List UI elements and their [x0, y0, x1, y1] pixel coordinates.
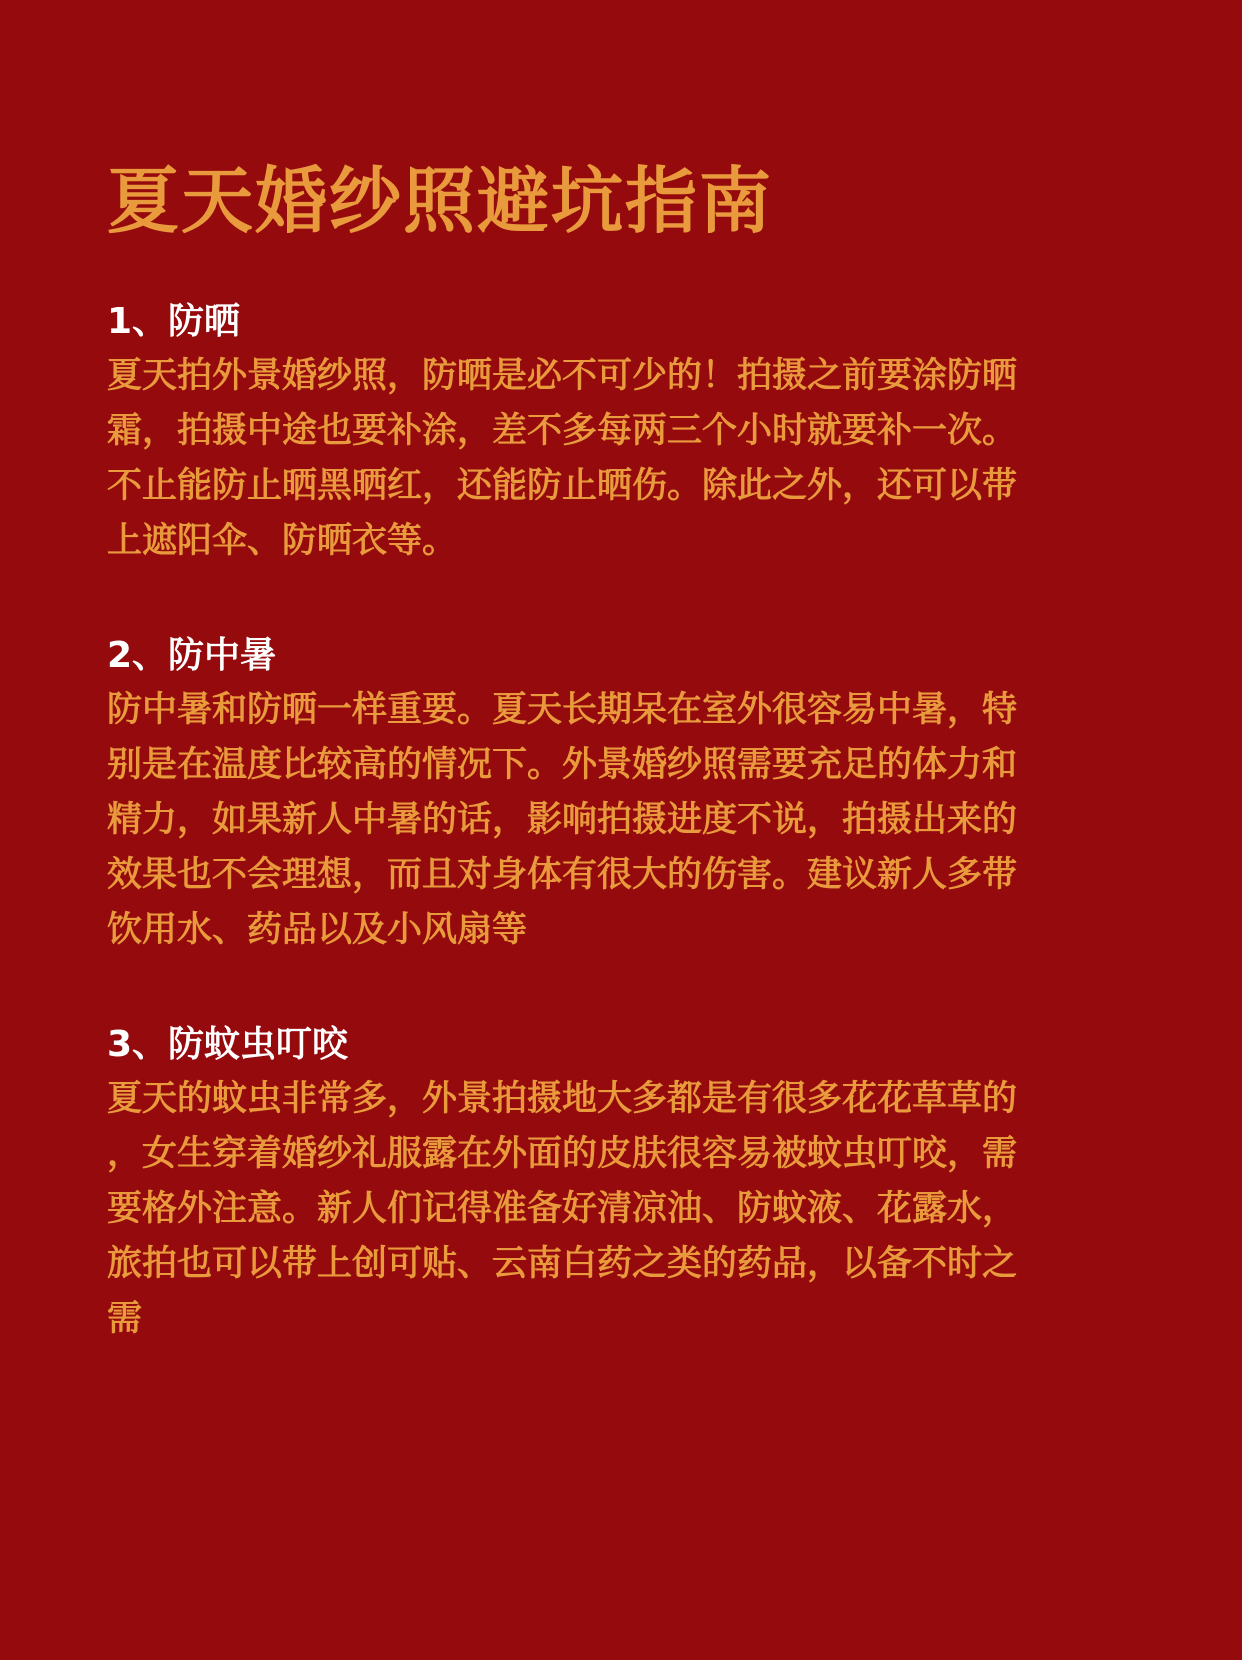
body-line: 不止能防止晒黑晒红，还能防止晒伤。除此之外，还可以带: [107, 466, 1018, 506]
body-line: 需: [107, 1299, 143, 1339]
page-title: 夏天婚纱照避坑指南: [107, 159, 774, 243]
body-line: 霜，拍摄中途也要补涂，差不多每两三个小时就要补一次。: [107, 411, 1018, 451]
section-insect-protection: [107, 1017, 1117, 1347]
body-line: 防中暑和防晒一样重要。夏天长期呆在室外很容易中暑，特: [107, 690, 1018, 730]
section-sun-protection: [107, 294, 1117, 569]
body-line: 饮用水、药品以及小风扇等: [107, 910, 528, 950]
body-line: 夏天的蚊虫非常多，外景拍摄地大多都是有很多花花草草的: [107, 1079, 1018, 1119]
body-line: 旅拍也可以带上创可贴、云南白药之类的药品，以备不时之: [107, 1244, 1018, 1284]
body-line: 夏天拍外景婚纱照，防晒是必不可少的！拍摄之前要涂防晒: [107, 356, 1018, 396]
section-heading: 1、防晒: [107, 301, 241, 342]
body-line: 要格外注意。新人们记得准备好清凉油、防蚊液、花露水，: [107, 1189, 1018, 1229]
section-body: [107, 349, 1117, 569]
section-heading: 2、防中暑: [107, 635, 277, 676]
body-line: ，女生穿着婚纱礼服露在外面的皮肤很容易被蚊虫叮咬，需: [107, 1134, 1018, 1174]
section-heatstroke-prevention: [107, 628, 1117, 958]
section-body: [107, 683, 1117, 958]
body-line: 别是在温度比较高的情况下。外景婚纱照需要充足的体力和: [107, 745, 1018, 785]
section-heading: 3、防蚊虫叮咬: [107, 1024, 349, 1065]
body-line: 上遮阳伞、防晒衣等。: [107, 521, 458, 561]
body-line: 精力，如果新人中暑的话，影响拍摄进度不说，拍摄出来的: [107, 800, 1018, 840]
section-body: [107, 1072, 1117, 1347]
body-line: 效果也不会理想，而且对身体有很大的伤害。建议新人多带: [107, 855, 1018, 895]
